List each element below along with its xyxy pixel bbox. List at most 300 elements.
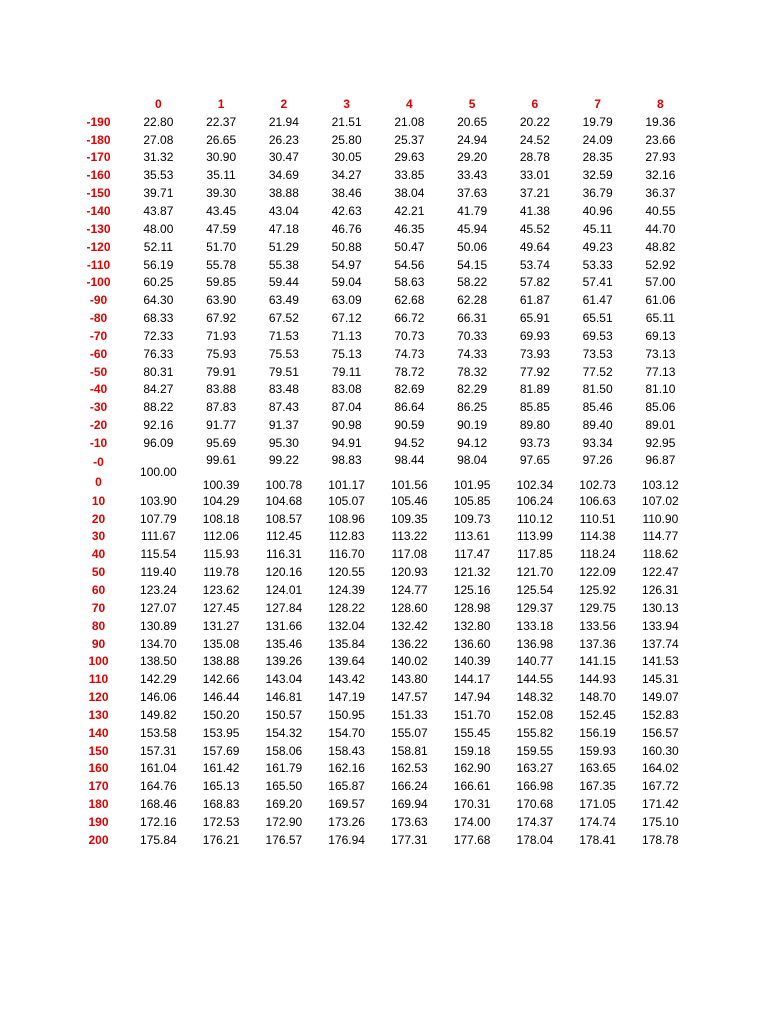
table-cell: 54.97 <box>331 257 362 272</box>
table-cell: 79.11 <box>332 364 362 379</box>
table-cell: 71.53 <box>268 328 299 343</box>
table-row <box>70 166 692 184</box>
table-cell: 178.04 <box>516 832 554 847</box>
table-cell: 145.31 <box>642 672 679 687</box>
table-cell: 174.00 <box>453 814 491 829</box>
table-row <box>70 528 692 546</box>
table-cell: 139.64 <box>328 654 365 669</box>
table-cell: 78.72 <box>394 364 425 379</box>
table-cell: 38.88 <box>268 186 299 201</box>
table-cell: 144.55 <box>516 672 554 687</box>
table-cell: 32.59 <box>582 168 613 183</box>
table-cell: 152.45 <box>579 707 616 722</box>
row-label: -60 <box>89 346 108 361</box>
table-cell: 143.80 <box>391 672 428 687</box>
table-cell: 51.29 <box>268 239 299 254</box>
table-cell: 103.90 <box>140 493 177 508</box>
table-cell: 108.57 <box>265 511 303 526</box>
row-label: -10 <box>89 435 108 450</box>
table-cell: 37.63 <box>457 186 488 201</box>
table-cell: 151.70 <box>453 707 491 722</box>
table-cell: 151.33 <box>391 707 428 722</box>
row-label: 90 <box>91 636 106 651</box>
table-cell: 53.33 <box>582 257 613 272</box>
column-header: 3 <box>343 96 350 111</box>
table-cell: 121.32 <box>453 565 491 580</box>
table-cell: 155.45 <box>453 725 491 740</box>
table-cell: 156.19 <box>579 725 616 740</box>
table-cell: 39.71 <box>143 186 174 201</box>
table-cell-shared: 100.00 <box>140 465 177 480</box>
table-cell: 70.73 <box>394 328 425 343</box>
table-cell: 43.45 <box>206 203 237 218</box>
table-cell: 30.90 <box>206 150 237 165</box>
table-cell: 30.05 <box>331 150 362 165</box>
table-cell: 27.93 <box>645 150 676 165</box>
table-cell: 56.19 <box>143 257 174 272</box>
table-cell: 65.51 <box>582 311 613 326</box>
table-cell: 115.54 <box>140 547 177 562</box>
row-label: -0 <box>93 454 104 469</box>
row-label: -120 <box>86 239 111 254</box>
table-cell: 95.69 <box>206 435 237 450</box>
table-cell: 73.53 <box>582 346 613 361</box>
table-cell: 137.74 <box>642 636 679 651</box>
table-cell: 61.87 <box>519 293 550 308</box>
table-cell: 116.70 <box>328 547 365 562</box>
table-cell: 30.47 <box>268 150 299 165</box>
table-row <box>70 202 692 220</box>
row-label: 30 <box>91 529 106 544</box>
header-corner <box>70 95 127 113</box>
table-cell: 31.32 <box>143 150 174 165</box>
row-label: 50 <box>91 565 106 580</box>
table-cell: 169.94 <box>391 797 428 812</box>
table-cell: 38.04 <box>394 186 425 201</box>
table-cell: 77.92 <box>519 364 550 379</box>
table-cell: 115.93 <box>203 547 240 562</box>
table-row <box>70 184 692 202</box>
table-cell: 150.95 <box>328 707 365 722</box>
table-cell: 77.52 <box>582 364 613 379</box>
table-cell: 131.27 <box>202 618 240 633</box>
table-cell: 85.46 <box>582 400 613 415</box>
table-cell: 172.16 <box>140 814 177 829</box>
table-cell: 49.64 <box>519 239 550 254</box>
table-row <box>70 670 692 688</box>
table-cell: 132.04 <box>328 618 365 633</box>
table-cell: 92.16 <box>143 418 174 433</box>
table-cell: 97.65 <box>519 452 550 467</box>
table-cell: 153.95 <box>202 725 240 740</box>
table-row <box>70 581 692 599</box>
table-cell: 26.23 <box>268 132 299 147</box>
table-cell: 41.38 <box>519 203 550 218</box>
table-row <box>70 363 692 381</box>
table-row <box>70 545 692 563</box>
table-row <box>70 635 692 653</box>
table-cell: 161.04 <box>140 761 177 776</box>
table-cell: 162.16 <box>328 761 365 776</box>
table-cell: 112.83 <box>328 529 365 544</box>
table-cell: 103.12 <box>642 477 679 492</box>
table-cell: 137.36 <box>579 636 616 651</box>
row-label: -140 <box>86 203 111 218</box>
table-cell: 62.68 <box>394 293 425 308</box>
table-cell: 140.39 <box>453 654 491 669</box>
table-cell: 170.68 <box>516 797 554 812</box>
table-cell: 121.70 <box>516 565 554 580</box>
table-cell: 83.88 <box>206 382 237 397</box>
table-cell: 138.88 <box>202 654 240 669</box>
table-cell: 27.08 <box>143 132 174 147</box>
table-cell: 79.51 <box>268 364 299 379</box>
table-cell: 160.30 <box>642 743 679 758</box>
table-cell: 76.33 <box>143 346 174 361</box>
row-label: 190 <box>88 814 109 829</box>
table-cell: 69.93 <box>519 328 550 343</box>
row-label: -20 <box>89 418 108 433</box>
table-cell: 105.85 <box>453 493 491 508</box>
table-cell: 98.04 <box>457 452 488 467</box>
table-cell: 43.87 <box>143 203 174 218</box>
table-cell: 176.94 <box>328 832 365 847</box>
table-cell: 110.51 <box>579 511 616 526</box>
table-cell: 175.10 <box>642 814 679 829</box>
table-cell: 135.84 <box>328 636 365 651</box>
table-cell: 40.55 <box>645 203 676 218</box>
table-row <box>70 563 692 581</box>
table-row <box>70 777 692 795</box>
table-cell: 107.79 <box>140 511 177 526</box>
table-cell: 168.83 <box>202 797 240 812</box>
table-cell: 177.31 <box>391 832 428 847</box>
table-cell: 110.12 <box>516 511 553 526</box>
table-cell: 164.02 <box>642 761 679 776</box>
table-cell: 90.59 <box>394 418 425 433</box>
table-cell: 109.73 <box>453 511 491 526</box>
table-cell: 50.47 <box>394 239 425 254</box>
table-cell: 58.63 <box>394 275 425 290</box>
row-label: -160 <box>86 168 111 183</box>
table-cell: 158.43 <box>328 743 365 758</box>
table-cell: 165.87 <box>328 779 365 794</box>
table-cell: 125.54 <box>516 583 554 598</box>
table-cell: 110.90 <box>642 511 679 526</box>
column-header: 1 <box>217 96 225 111</box>
table-cell: 25.80 <box>331 132 362 147</box>
table-cell: 99.61 <box>206 452 237 467</box>
table-cell: 152.83 <box>642 707 679 722</box>
table-cell: 24.09 <box>582 132 613 147</box>
table-cell: 66.72 <box>394 311 425 326</box>
table-cell: 88.22 <box>143 400 174 415</box>
table-cell: 101.95 <box>453 477 491 492</box>
row-label: 60 <box>91 583 106 598</box>
table-row <box>70 760 692 778</box>
table-cell: 64.30 <box>143 293 174 308</box>
table-cell: 89.80 <box>519 418 550 433</box>
table-cell: 35.53 <box>143 168 174 183</box>
table-row <box>70 113 692 131</box>
column-header: 4 <box>406 96 413 111</box>
table-cell: 83.08 <box>331 382 362 397</box>
table-cell: 48.00 <box>143 221 174 236</box>
table-cell: 46.76 <box>331 221 362 236</box>
row-label: 40 <box>91 547 106 562</box>
table-cell: 91.37 <box>268 418 299 433</box>
table-cell: 105.46 <box>391 493 428 508</box>
row-label: -50 <box>89 364 108 379</box>
table-cell: 41.79 <box>457 203 488 218</box>
table-cell: 159.55 <box>516 743 554 758</box>
table-cell: 54.15 <box>457 257 488 272</box>
table-cell: 26.65 <box>206 132 237 147</box>
table-cell: 124.77 <box>391 583 428 598</box>
table-row <box>70 688 692 706</box>
table-cell: 59.85 <box>206 275 237 290</box>
table-cell: 33.01 <box>519 168 550 183</box>
table-cell: 162.53 <box>391 761 428 776</box>
table-cell: 21.51 <box>331 114 362 129</box>
table-row <box>70 327 692 345</box>
table-cell: 120.93 <box>391 565 428 580</box>
table-row <box>70 238 692 256</box>
table-cell: 123.24 <box>140 583 177 598</box>
table-cell: 135.08 <box>202 636 240 651</box>
table-cell: 166.24 <box>391 779 428 794</box>
row-label: -150 <box>86 186 111 201</box>
table-row <box>70 416 692 434</box>
table-cell: 79.91 <box>206 364 237 379</box>
table-cell: 173.63 <box>391 814 428 829</box>
table-cell: 22.80 <box>143 114 174 129</box>
table-cell: 133.18 <box>516 618 554 633</box>
table-cell: 176.21 <box>202 832 240 847</box>
table-cell: 43.04 <box>268 203 299 218</box>
table-cell: 127.07 <box>140 600 177 615</box>
row-label: 150 <box>88 743 109 758</box>
table-cell: 61.06 <box>645 293 676 308</box>
table-cell: 100.78 <box>265 477 303 492</box>
table-cell: 156.57 <box>642 725 679 740</box>
table-cell: 82.29 <box>457 382 488 397</box>
table-cell: 105.07 <box>328 493 365 508</box>
table-cell: 87.04 <box>331 400 362 415</box>
table-cell: 113.22 <box>391 529 428 544</box>
row-label: 170 <box>88 779 109 794</box>
row-label: 180 <box>88 797 109 812</box>
table-cell: 29.63 <box>394 150 425 165</box>
table-cell: 150.20 <box>202 707 240 722</box>
table-cell: 102.34 <box>516 477 554 492</box>
table-row <box>70 381 692 399</box>
row-label: -100 <box>86 275 111 290</box>
table-row <box>70 599 692 617</box>
table-cell: 84.27 <box>143 382 174 397</box>
table-cell: 21.08 <box>394 114 425 129</box>
table-cell: 35.11 <box>206 168 236 183</box>
table-cell: 175.84 <box>140 832 177 847</box>
table-cell: 138.50 <box>140 654 177 669</box>
table-cell: 149.82 <box>140 707 177 722</box>
table-row <box>70 706 692 724</box>
table-cell: 46.35 <box>394 221 425 236</box>
table-cell: 144.93 <box>579 672 616 687</box>
table-cell: 65.91 <box>519 311 550 326</box>
row-label: -190 <box>86 114 111 129</box>
table-cell: 78.32 <box>457 364 488 379</box>
table-cell: 94.91 <box>331 435 362 450</box>
table-cell: 55.38 <box>268 257 299 272</box>
table-cell: 112.45 <box>265 529 302 544</box>
table-cell: 136.60 <box>453 636 491 651</box>
table-cell: 85.06 <box>645 400 676 415</box>
table-cell: 124.01 <box>265 583 303 598</box>
table-cell: 36.37 <box>645 186 676 201</box>
table-cell: 70.33 <box>457 328 488 343</box>
table-cell: 147.57 <box>391 690 428 705</box>
table-cell: 67.12 <box>331 311 362 326</box>
table-cell: 172.90 <box>265 814 303 829</box>
table-row <box>70 795 692 813</box>
table-cell: 104.68 <box>265 493 303 508</box>
table-cell: 50.88 <box>331 239 362 254</box>
table-cell: 123.62 <box>202 583 240 598</box>
table-cell: 126.31 <box>642 583 679 598</box>
table-cell: 66.31 <box>457 311 488 326</box>
table-cell: 42.21 <box>394 203 425 218</box>
table-cell: 59.44 <box>268 275 299 290</box>
table-cell: 80.31 <box>143 364 174 379</box>
column-header: 7 <box>594 96 601 111</box>
table-cell: 75.13 <box>331 346 362 361</box>
table-cell: 25.37 <box>394 132 425 147</box>
table-cell: 19.79 <box>582 114 613 129</box>
row-label: -180 <box>86 132 111 147</box>
table-cell: 93.73 <box>519 435 550 450</box>
resistance-table <box>70 95 692 849</box>
row-label: 20 <box>91 511 106 526</box>
table-cell: 154.70 <box>328 725 365 740</box>
table-cell: 55.78 <box>206 257 237 272</box>
table-row <box>70 742 692 760</box>
table-row <box>70 398 692 416</box>
table-cell: 33.43 <box>457 168 488 183</box>
table-cell: 44.70 <box>645 221 676 236</box>
row-label: -110 <box>86 257 111 272</box>
table-cell: 83.48 <box>268 382 299 397</box>
table-cell: 107.02 <box>642 493 679 508</box>
table-cell: 133.56 <box>579 618 616 633</box>
row-label: -130 <box>86 221 111 236</box>
table-cell: 178.41 <box>579 832 616 847</box>
table-cell: 52.92 <box>645 257 676 272</box>
table-cell: 158.06 <box>265 743 303 758</box>
table-cell: 165.13 <box>202 779 240 794</box>
table-cell: 141.53 <box>642 654 679 669</box>
table-cell: 169.57 <box>328 797 365 812</box>
table-cell: 45.11 <box>583 221 613 236</box>
table-cell: 113.99 <box>516 529 553 544</box>
table-cell: 166.61 <box>453 779 491 794</box>
table-cell: 100.39 <box>202 477 240 492</box>
table-cell: 122.09 <box>579 565 616 580</box>
row-label: 80 <box>91 618 106 633</box>
table-cell: 63.09 <box>331 293 362 308</box>
table-cell: 101.17 <box>328 477 365 492</box>
table-cell: 57.00 <box>645 275 676 290</box>
table-cell: 162.90 <box>453 761 491 776</box>
table-cell: 32.16 <box>645 168 676 183</box>
table-cell: 63.90 <box>206 293 237 308</box>
table-cell: 129.37 <box>516 600 554 615</box>
table-cell: 20.22 <box>519 114 550 129</box>
table-cell: 87.83 <box>206 400 237 415</box>
table-cell: 161.79 <box>265 761 303 776</box>
table-row <box>70 492 692 510</box>
row-label: -80 <box>89 311 108 326</box>
table-cell: 140.77 <box>516 654 554 669</box>
table-cell: 112.06 <box>203 529 240 544</box>
table-cell: 152.08 <box>516 707 554 722</box>
table-cell: 114.77 <box>642 529 679 544</box>
column-header: 6 <box>531 96 539 111</box>
table-cell: 91.77 <box>206 418 237 433</box>
table-cell: 136.98 <box>516 636 554 651</box>
table-cell: 164.76 <box>140 779 177 794</box>
table-cell: 24.94 <box>457 132 488 147</box>
table-cell: 141.15 <box>579 654 616 669</box>
table-cell: 65.11 <box>645 311 675 326</box>
table-cell: 54.56 <box>394 257 425 272</box>
table-cell: 167.35 <box>579 779 616 794</box>
table-cell: 120.16 <box>265 565 303 580</box>
table-cell: 155.07 <box>391 725 428 740</box>
table-cell: 157.31 <box>140 743 177 758</box>
table-cell: 108.96 <box>328 511 365 526</box>
table-cell: 125.92 <box>579 583 616 598</box>
table-cell: 45.52 <box>519 221 550 236</box>
table-cell: 130.89 <box>140 618 177 633</box>
table-cell: 45.94 <box>457 221 488 236</box>
row-label: -170 <box>86 150 111 165</box>
table-row <box>70 813 692 831</box>
table-cell: 96.87 <box>645 452 676 467</box>
row-label: 140 <box>88 725 109 740</box>
table-cell: 122.47 <box>642 565 679 580</box>
table-cell: 108.18 <box>202 511 240 526</box>
table-cell: 57.41 <box>582 275 613 290</box>
table-cell: 106.63 <box>579 493 616 508</box>
table-cell: 158.81 <box>391 743 428 758</box>
row-label: 100 <box>88 654 109 669</box>
table-cell: 172.53 <box>202 814 240 829</box>
table-cell: 109.35 <box>391 511 428 526</box>
table-cell: 93.34 <box>582 435 613 450</box>
table-cell: 67.52 <box>268 311 299 326</box>
table-row <box>70 434 692 452</box>
table-row-neg-zero <box>70 452 692 472</box>
table-row <box>70 510 692 528</box>
table-cell: 52.11 <box>143 239 173 254</box>
table-cell: 163.65 <box>579 761 616 776</box>
row-label: 120 <box>88 690 109 705</box>
table-cell: 177.68 <box>453 832 491 847</box>
table-cell: 127.45 <box>202 600 240 615</box>
table-cell: 21.94 <box>268 114 299 129</box>
table-cell: 62.28 <box>457 293 488 308</box>
